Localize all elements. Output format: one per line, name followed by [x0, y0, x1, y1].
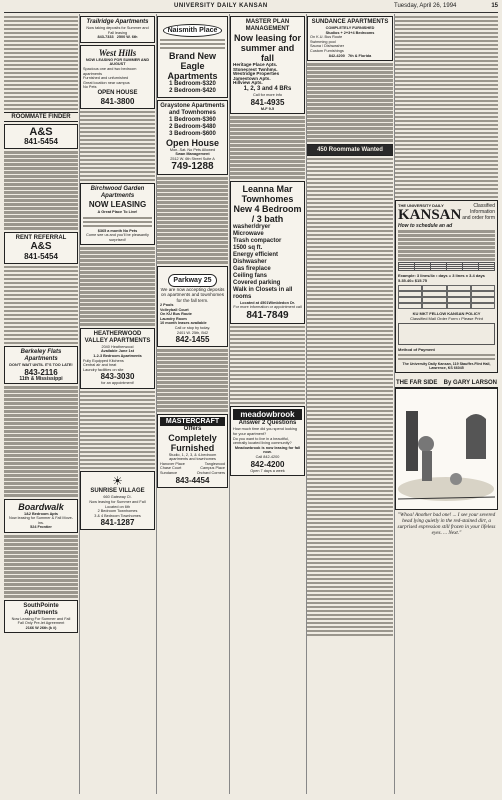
trailridge-line: Now taking deposits for Summer and Fall leasing: [86, 26, 149, 35]
leanna-line2: Located at 4501Wimbledon Dr.: [239, 300, 296, 305]
west-hills-ad: [80, 45, 155, 109]
master-plan-f3: Westridge Properties: [233, 71, 280, 77]
southpointe-ad: [4, 600, 78, 634]
page-number: 15: [491, 3, 498, 9]
boardwalk-line2: Now leasing for Summer & Fall Move-ins.: [9, 516, 73, 525]
graystone-title: Graystone Apartments and Townhomes: [160, 102, 225, 116]
comic-author: By GARY LARSON: [443, 379, 497, 386]
master-plan-logo: MASTER PLAN MANAGEMENT: [245, 19, 290, 32]
rent-referral-phone: 841-5454: [24, 251, 58, 261]
heatherwood-line3: for an appointment!: [101, 381, 134, 386]
mastercraft-line2: Completely Furnished: [168, 432, 217, 453]
heatherwood-f3: Laundry facilities on site: [83, 367, 124, 372]
column-3: [157, 14, 228, 796]
southpointe-line2: Fall Only Pre-let Agreement: [17, 621, 65, 626]
page-header: [4, 2, 498, 13]
birchwood-price: $365 a month No Pets: [97, 228, 138, 233]
graystone-hours: Mon.-Sat. No Pets Allowed: [169, 147, 216, 152]
issue-date: Tuesday, April 26, 1994: [394, 3, 457, 9]
column-2: [80, 14, 155, 796]
kansan-addr: The University Daily Kansan, 119 Stauffer-Flint Hall, Lawrence, KS 66045: [402, 361, 491, 370]
kansan-example: Example: 3 lines/4x • days = 3 lines x 3.4 days 5.35.40= $15.75: [398, 273, 485, 283]
mastercraft-line1: Offers: [183, 425, 202, 432]
mastercraft-h2: Tanglewood: [204, 461, 225, 466]
meadowbrook-q2: Do you want to live in a beautiful, centrally located living community?: [233, 436, 292, 446]
trailridge-ad: [80, 16, 155, 43]
leanna-f9: Covered parking: [233, 279, 281, 286]
kansan-pay: Method of Payment: [398, 347, 435, 352]
master-plan-line3: Call for more info: [253, 92, 282, 97]
rent-referral-title: RENT REFERRAL: [15, 234, 67, 241]
trailridge-title: Trailridge Apartments: [86, 19, 149, 25]
west-hills-oh: OPEN HOUSE: [97, 89, 138, 96]
master-plan-f4: Jamestown Apts.: [233, 75, 271, 81]
parkway-f3: On KU Bus Route: [160, 312, 192, 317]
far-side-cartoon: [395, 388, 498, 510]
leanna-f3: Trash compactor: [233, 237, 282, 244]
eagle-line1: Brand New: [168, 50, 216, 61]
southpointe-line1: Now Leasing For Summer and Fall: [11, 616, 71, 621]
parkway-f2: Volleyball Court: [160, 307, 189, 312]
graystone-price3: 3 Bedroom-$600: [169, 130, 216, 137]
kansan-name: KANSAN: [398, 206, 462, 223]
roommate-phone: 841-5454: [24, 137, 58, 146]
birchwood-ad: [80, 183, 155, 245]
master-plan-line1: Now leasing for summer and fall: [233, 33, 301, 63]
sundance-f1: On K.U. Bus Route: [310, 35, 343, 40]
boardwalk-ad: [4, 499, 78, 533]
leanna-f5: Energy efficient: [233, 251, 279, 258]
leanna-line3: For more information or appointment call: [233, 305, 302, 310]
sundance-f2: Swimming pool: [310, 39, 336, 44]
comic-caption: "Whoa! Another bad one! ... I see your severed head lying quietly in the red-stained dirt, a surprised expression still frozen in your lifeless eyes. ... Next.": [397, 511, 496, 536]
meadowbrook-ad: [230, 406, 305, 476]
kansan-how: How to schedule an ad: [398, 222, 453, 229]
sundance-f4: Custom Furnishings: [310, 48, 344, 53]
sundance-line1: COMPLETELY FURNISHED: [325, 26, 375, 30]
sunrise-addr: 660 Gateway Ct.: [103, 495, 132, 500]
graystone-ad: [157, 100, 228, 176]
sundance-addr: 7th & Florida: [348, 53, 372, 58]
graystone-price1: 1 Bedroom-$360: [169, 116, 216, 123]
boardwalk-phone: 524 Frontier: [30, 525, 52, 530]
heatherwood-title: HEATHERWOOD VALLEY APARTMENTS: [84, 330, 151, 344]
eagle-price2: 2 Bedroom-$420: [169, 87, 216, 94]
classification-grid: [398, 285, 495, 309]
rent-referral-ad: RENT REFERRAL A&S 841-5454: [4, 232, 78, 264]
rates-table: [398, 262, 495, 271]
naismith-eagle-ad: [157, 16, 228, 98]
parkway-ad: [157, 266, 228, 347]
mastercraft-h1: Hanover Place: [160, 461, 185, 466]
berkeley-line: DON'T WAIT UNTIL IT'S TOO LATE!: [9, 363, 73, 367]
sundance-title: SUNDANCE APARTMENTS: [311, 19, 389, 25]
berkeley-phone: 843-2116: [24, 367, 58, 377]
berkeley-addr: 11th & Mississippi: [19, 375, 63, 382]
leanna-mar-title: Leanna Mar Townhomes: [241, 183, 294, 204]
meadowbrook-q1: How much time did you spend looking for your apartment?: [233, 427, 297, 436]
boardwalk-title: Boardwalk: [18, 501, 64, 512]
trailridge-addr: 2500 W. 6th: [116, 35, 138, 40]
kansan-form-sub: Classified Mail Order Form • Please Print: [410, 316, 483, 321]
sunrise-phone: 841-1287: [100, 518, 135, 528]
trailridge-phone: 843-7333: [97, 35, 114, 40]
parkway-phone: 842-1455: [175, 335, 210, 345]
heatherwood-addr: 2040 Heatherwood: [101, 344, 134, 349]
heatherwood-line2: 1-2-3 Bedroom Apartments: [93, 354, 142, 358]
graystone-addr: 2512 W. 6th Street Suite A: [170, 156, 215, 161]
sundance-f3: Sauna / Dishwasher: [310, 44, 344, 49]
mastercraft-h3: Chase Court: [160, 466, 182, 471]
birchwood-line1: NOW LEASING: [88, 200, 147, 210]
kansan-form-title: KU MKT FELLOW KANSAN POLICY: [412, 311, 481, 316]
meadowbrook-line1: Answer 2 Questions: [238, 420, 297, 427]
heatherwood-ad: [80, 328, 155, 389]
sunrise-line1: Now leasing for Summer and Fall: [89, 500, 146, 505]
southpointe-title: SouthPointe Apartments: [23, 602, 59, 616]
comic-title: THE FAR SIDE: [396, 379, 438, 386]
west-hills-phone: 841-3800: [100, 96, 135, 106]
leanna-f7: Gas fireplace: [233, 265, 271, 272]
master-plan-f5: Hillview Apts.: [233, 80, 263, 86]
birchwood-line3: Come see us and you'll be pleasantly surprised!: [86, 233, 149, 242]
mastercraft-logo: MASTERCRAFT: [160, 417, 225, 426]
leanna-f10: Walk in Closets in all rooms: [233, 286, 293, 300]
west-hills-f1: Spacious one and two bedroom apartments: [83, 66, 137, 76]
graystone-price2: 2 Bedroom-$480: [169, 123, 216, 130]
kansan-sub: Classified Information and order form: [462, 202, 495, 221]
cartoon-drawing: [396, 389, 497, 507]
roommate-wanted-head: 450 Roommate Wanted: [307, 144, 393, 156]
kansan-order-form: [395, 200, 498, 373]
berkeley-flats-ad: [4, 346, 78, 384]
graystone-phone: 749-1288: [171, 161, 214, 173]
parkway-addr: 2401 W. 25th, B42: [176, 330, 209, 335]
mastercraft-ad: [157, 414, 228, 488]
leanna-phone: 841-7849: [246, 309, 289, 321]
mastercraft-h4: Campus Place: [200, 466, 225, 471]
naismith-logo: Naismith Place: [163, 24, 223, 37]
master-plan-line2: 1, 2, 3 and 4 BRs: [243, 85, 292, 92]
meadowbrook-phone: 842-4200: [250, 459, 285, 469]
kansan-top: THE UNIVERSITY DAILY: [398, 202, 444, 208]
leanna-f1: washer/dryer: [233, 223, 271, 230]
parkway-logo: Parkway 25: [168, 274, 216, 287]
master-plan-ad: [230, 16, 305, 114]
graystone-mgmt: Swan Management: [175, 152, 210, 157]
heatherwood-f2: Central air and heat: [83, 363, 117, 368]
sundance-phone: 842-4200: [328, 53, 345, 58]
roommate-finder-head: ROOMMATE FINDER: [4, 112, 78, 122]
master-plan-f2: Stonecrest Twnhms.: [233, 66, 278, 72]
mastercraft-h6: Orchard Corners: [196, 471, 225, 476]
sundance-ad: [307, 16, 393, 61]
sunrise-line2: Located on 6th: [104, 504, 131, 509]
sun-icon: ☀: [112, 474, 123, 489]
column-5: [307, 14, 393, 796]
sundance-line2: Studios + 2+3+4 Bedrooms: [325, 30, 375, 35]
parkway-f5: 10 month leases available: [160, 321, 207, 326]
west-hills-f3: Great location near campus: [83, 80, 130, 85]
southpointe-addr: 2166 W 26th (k #): [25, 625, 57, 630]
boardwalk-line1: 1&2 Bedroom Apts: [23, 511, 59, 516]
leanna-f4: 1500 sq ft.: [233, 244, 263, 251]
meadowbrook-line3: Call 842-4200: [255, 454, 280, 459]
west-hills-f4: No Pets: [83, 85, 97, 90]
comic-header: [395, 379, 498, 388]
master-plan-phone: 841-4935: [250, 97, 285, 107]
sunrise-line4: 3 & 4 Bedroom Townhomes: [94, 513, 141, 518]
west-hills-f2: Furnished and unfurnished: [83, 76, 129, 81]
paper-name: UNIVERSITY DAILY KANSAN: [174, 3, 268, 9]
leanna-f6: Dishwasher: [233, 258, 267, 265]
master-plan-hours: M-F 9-5: [260, 106, 275, 111]
west-hills-title: West Hills: [98, 47, 137, 58]
roommate-finder-ad: A&S 841-5454: [4, 124, 78, 149]
leanna-f8: Ceiling fans: [233, 272, 268, 279]
heatherwood-f1: Fully Equipped Kitchens: [83, 358, 124, 363]
birchwood-line2: A Great Place To Live!: [97, 210, 138, 215]
column-4: [230, 14, 305, 796]
heatherwood-phone: 843-3030: [100, 372, 135, 382]
leanna-f2: Microwave: [233, 230, 264, 237]
sunrise-village-ad: [80, 471, 155, 530]
birchwood-title: Birchwood Garden Apartments: [90, 186, 145, 200]
leanna-mar-line1: New 4 Bedroom / 3 bath: [233, 203, 302, 224]
heatherwood-line1: Available June 1st: [101, 349, 134, 354]
meadowbrook-hours: Open 7 days a week: [250, 468, 285, 473]
parkway-line1: We are now accepting deposits on apartments and townhomes for the fall term.: [160, 286, 225, 303]
eagle-price1: 1 Bedroom-$320: [169, 80, 216, 87]
graystone-oh: Open House: [165, 137, 219, 148]
meadowbrook-line2: Meadowbrook is now leasing for fall now.: [234, 445, 301, 455]
mastercraft-line3: Studio, 1, 2, 3, & 4-bedroom apartments and townhomes: [168, 452, 217, 462]
eagle-line2: Eagle Apartments: [167, 60, 218, 81]
column-6: [395, 14, 498, 796]
ad-copy-box[interactable]: [398, 323, 495, 345]
mastercraft-h5: Sundance: [160, 471, 178, 476]
berkeley-title: Berkeley Flats Apartments: [20, 349, 62, 362]
parkway-line2: Call or stop by today.: [174, 325, 211, 330]
master-plan-f1: Heritage Place Apts.: [233, 62, 278, 67]
leanna-mar-ad: [230, 181, 305, 324]
parkway-f1: 2 Pools: [160, 303, 174, 307]
west-hills-line: NOW LEASING FOR SUMMER AND AUGUST: [85, 57, 150, 67]
mastercraft-phone: 843-4454: [175, 475, 210, 485]
sunrise-title: SUNRISE VILLAGE: [90, 488, 145, 495]
meadowbrook-logo: meadowbrook: [233, 409, 302, 420]
sunrise-line3: 2 Bedroom Townhomes: [97, 509, 138, 514]
parkway-f4: Laundry Room: [160, 316, 187, 321]
column-1: [4, 14, 78, 796]
